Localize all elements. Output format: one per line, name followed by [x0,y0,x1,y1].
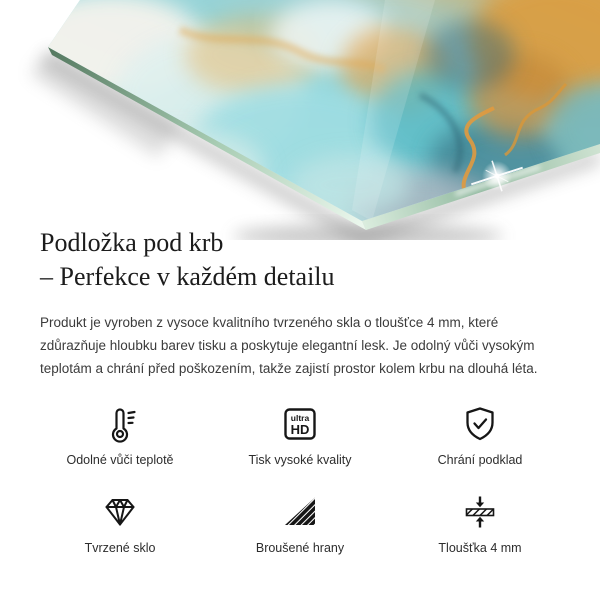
thickness-icon [460,492,500,532]
feature-label: Tloušťka 4 mm [438,541,522,555]
feature-thickness [390,492,570,556]
feature-label: Chrání podklad [437,453,523,467]
feature-polished-edges [210,492,390,556]
feature-label: Tvrzené sklo [84,541,156,555]
product-description: Produkt je vyroben z vysoce kvalitního tvrzeného skla o tloušťce 4 mm, které zdůrazňuje hloubku barev tisku a poskytuje elegantní lesk. Je odolný vůči vysokým teplotám a chrání před poškozením, takže zajistí prostor kolem krbu na dlouhá léta. [40,315,538,376]
feature-tempered-glass [30,492,210,556]
feature-grid [30,404,570,556]
ultra-hd-icon [280,404,320,444]
page-title-line1: Podložka pod krb [40,228,224,257]
glass-panel-image [0,0,600,240]
ultra-hd-icon-text-bottom: HD [290,422,310,437]
feature-label: Broušené hrany [255,541,345,555]
feature-protects-base [390,404,570,468]
ultra-hd-icon-text-top: ultra [290,413,310,423]
shield-check-icon [460,404,500,444]
feature-hd-print [210,404,390,468]
thermometer-icon [100,404,140,444]
feature-heat-resistant [30,404,210,468]
feature-label: Tisk vysoké kvality [248,453,352,467]
beveled-edges-icon [280,492,320,532]
feature-label: Odolné vůči teplotě [66,453,174,467]
product-photo [0,0,600,240]
page-title-line2: – Perfekce v každém detailu [40,262,335,291]
diamond-icon [100,492,140,532]
page-title [40,226,335,294]
